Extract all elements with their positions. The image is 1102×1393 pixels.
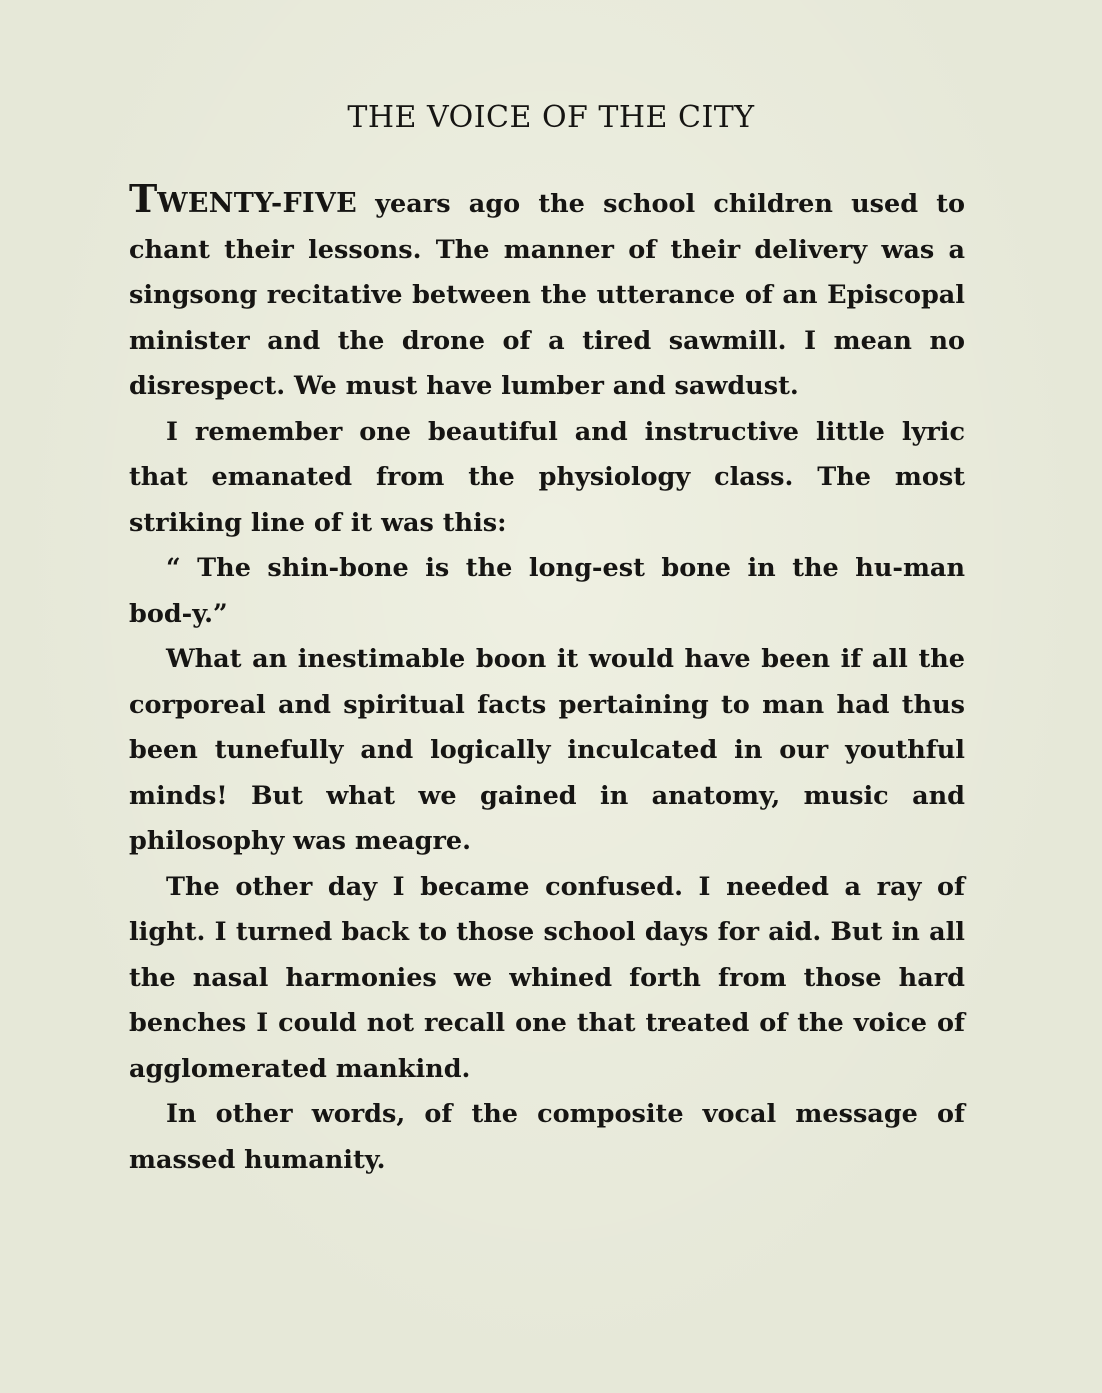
opening-capital: T [129,176,158,221]
paragraph: The other day I became confused. I needed a ray of light. I turned back to those school days for aid. But in all the nasal harmonies we whined forth from those hard benches I could not recall one that treated of the voice of agglomerated mankind. [129,871,965,1084]
body-text [129,176,965,1183]
paragraph: I remember one beautiful and instructive little lyric that emanated from the physiology class. The most striking line of it was this: [129,416,965,538]
chapter-title: THE VOICE OF THE CITY [347,100,755,135]
paragraph [129,176,965,410]
paragraph: In other words, of the composite vocal message of massed humanity. [129,1099,965,1175]
paragraph: What an inestimable boon it would have been if all the corporeal and spiritual facts pertaining to man had thus been tunefully and logically inculcated in our youthful minds! But what we gained in anatomy, music and philosophy was meagre. [129,644,965,856]
paragraph-text: years ago the school children used to chant their lessons. The manner of their delivery was a singsong recitative between the utterance of an Episcopal minister and the drone of a tired sawmill. I mean no disrespect. We must have lumber and sawdust. [129,189,965,401]
quoted-line: “ The shin-bone is the long-est bone in the hu-man bod-y.” [129,553,965,629]
opening-small-caps: WENTY-FIVE [157,188,358,219]
